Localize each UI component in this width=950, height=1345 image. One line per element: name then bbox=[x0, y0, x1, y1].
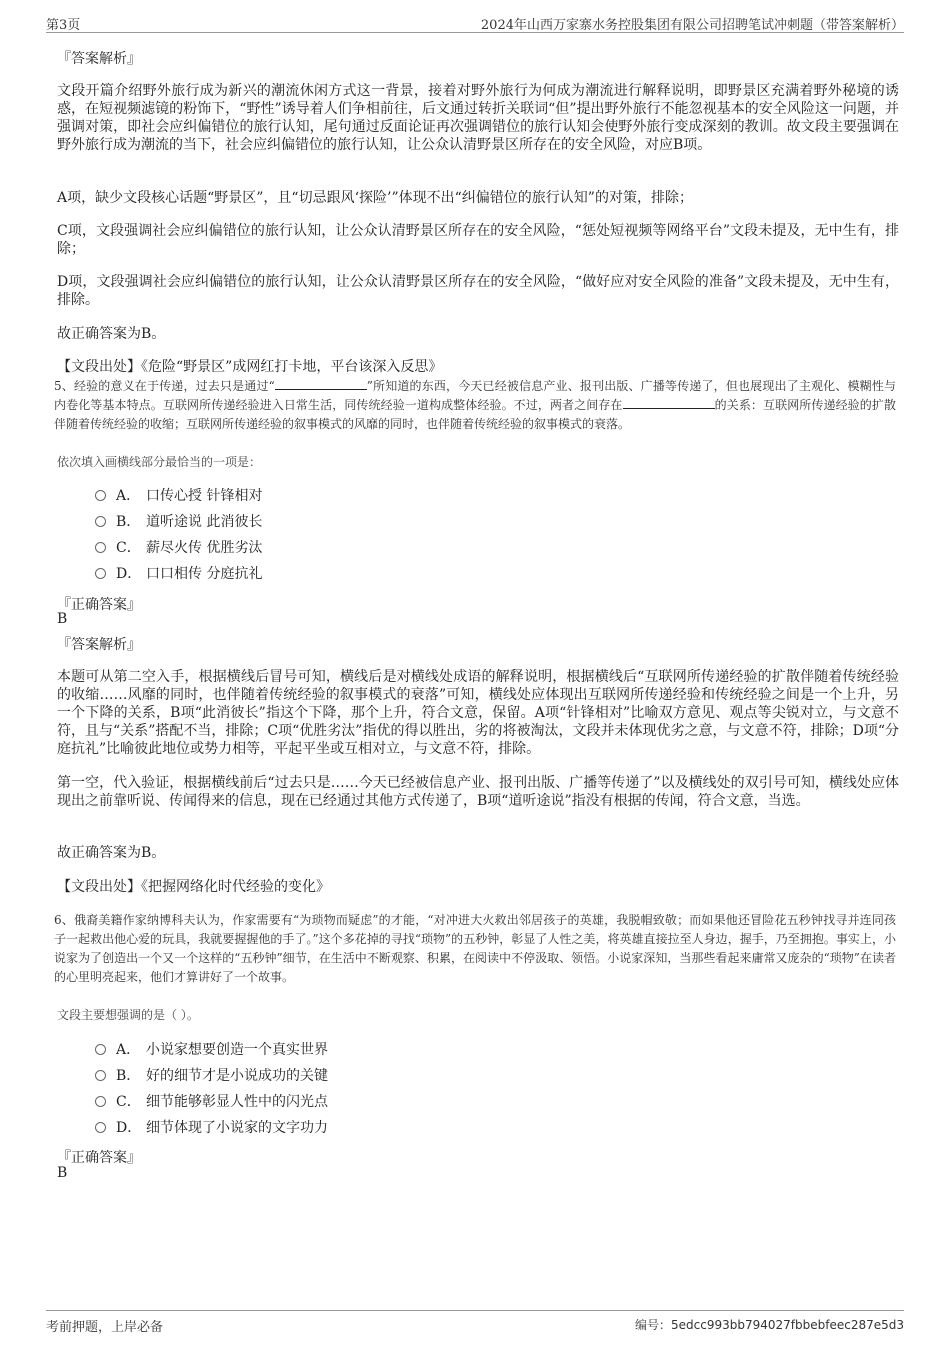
q6-prompt: 文段主要想强调的是（ ）。 bbox=[57, 1008, 199, 1022]
radio-icon[interactable] bbox=[95, 490, 106, 501]
q6-option-b[interactable]: B． 好的细节才是小说成功的关键 bbox=[95, 1066, 328, 1086]
q5-option-c[interactable]: C． 薪尽火传 优胜劣汰 bbox=[95, 538, 262, 558]
q4-analysis-paragraph: 文段开篇介绍野外旅行成为新兴的潮流休闲方式这一背景，接着对野外旅行为何成为潮流进行解释说明，即野景区充满着野外秘境的诱惑，在短视频滤镜的粉饰下，“野性”诱导着人们争相前往，后文通过转折关联词“但”提出野外旅行不能忽视基本的安全风险这一问题，并强调对策，即社会应纠偏错位的旅行认知，尾句通过反面论证再次强调错位的旅行认知会使野外旅行变成深刻的教训。故文段主要强调在野外旅行成为潮流的当下，社会应纠偏错位的旅行认知，让公众认清野景区所存在的安全风险，对应B项。 bbox=[57, 83, 899, 153]
radio-icon[interactable] bbox=[95, 1122, 106, 1133]
document-title: 2024年山西万家寨水务控股集团有限公司招聘笔试冲刺题（带答案解析） bbox=[480, 18, 904, 33]
radio-icon[interactable] bbox=[95, 1044, 106, 1055]
q6-answer-tag: 『正确答案』 bbox=[57, 1150, 141, 1166]
q4-analysis-option-c: C项，文段强调社会应纠偏错位的旅行认知，让公众认清野景区所存在的安全风险，“惩处短视频等网络平台”文段未提及，无中生有，排除； bbox=[57, 223, 899, 257]
page-footer bbox=[46, 1310, 904, 1335]
q5-prompt: 依次填入画横线部分最恰当的一项是： bbox=[57, 455, 262, 469]
q6-answer: B bbox=[57, 1165, 68, 1181]
q5-conclusion: 故正确答案为B。 bbox=[57, 845, 166, 861]
q6-question-text: 6、俄裔美籍作家纳博科夫认为，作家需要有“为琐物而疑虑”的才能，“对冲进大火救出邻居孩子的英雄，我脱帽致敬；而如果他还冒险花五秒钟找寻并连同孩子一起救出他心爱的玩具，我就要握握他的手了。”这个多花掉的寻找“琐物”的五秒钟，彰显了人性之美，将英雄直接拉至人身边，握手，乃至拥抱。事实上，小说家为了创造出一个又一个这样的“五秒钟”细节，在生活中不断观察、积累，在阅读中不停汲取、领悟。小说家深知，当那些看起来庸常又庞杂的“琐物”在读者的心里明亮起来，他们才算讲好了一个故事。 bbox=[54, 913, 896, 984]
q4-analysis-option-a: A项，缺少文段核心话题“野景区”，且“切忌跟风‘探险’”体现不出“纠偏错位的旅行认知”的对策，排除； bbox=[57, 190, 693, 206]
document-code: 编号：5edcc993bb794027fbbebfeec287e5d3 bbox=[634, 1318, 904, 1332]
page-number: 第3页 bbox=[46, 18, 81, 33]
q5-option-a[interactable]: A． 口传心授 针锋相对 bbox=[95, 486, 262, 506]
page-header bbox=[46, 10, 904, 33]
q5-option-b[interactable]: B． 道听途说 此消彼长 bbox=[95, 512, 262, 532]
q5-analysis-paragraph-1: 本题可从第二空入手，根据横线后冒号可知，横线后是对横线处成语的解释说明，根据横线后“互联网所传递经验的扩散伴随着传统经验的收缩……风靡的同时，也伴随着传统经验的叙事模式的衰落”可知，横线处应体现出互联网所传递经验和传统经验之间是一个上升，另一个下降的关系，B项“此消彼长”指这个下降，那个上升，符合文意，保留。A项“针锋相对”比喻双方意见、观点等尖锐对立，与文意不符，且与“关系”搭配不当，排除；C项“优胜劣汰”指优的得以胜出，劣的将被淘汰，文段并未体现优劣之意，与文意不符，排除；D项“分庭抗礼”比喻彼此地位或势力相等，平起平坐或互相对立，与文意不符，排除。 bbox=[57, 669, 899, 757]
q5-analysis-tag: 『答案解析』 bbox=[57, 637, 141, 653]
q6-option-d[interactable]: D． 细节体现了小说家的文字功力 bbox=[95, 1118, 328, 1138]
radio-icon[interactable] bbox=[95, 1070, 106, 1081]
radio-icon[interactable] bbox=[95, 542, 106, 553]
radio-icon[interactable] bbox=[95, 1096, 106, 1107]
q6-option-c[interactable]: C． 细节能够彰显人性中的闪光点 bbox=[95, 1092, 328, 1112]
q4-conclusion: 故正确答案为B。 bbox=[57, 326, 166, 342]
q5-answer: B bbox=[57, 611, 68, 627]
radio-icon[interactable] bbox=[95, 568, 106, 579]
q5-answer-tag: 『正确答案』 bbox=[57, 597, 141, 613]
q6-option-a[interactable]: A． 小说家想要创造一个真实世界 bbox=[95, 1040, 328, 1060]
footer-slogan: 考前押题，上岸必备 bbox=[46, 1320, 164, 1335]
q5-source: 【文段出处】《把握网络化时代经验的变化》 bbox=[57, 879, 330, 895]
fill-blank-2 bbox=[623, 397, 715, 409]
q4-analysis-tag: 『答案解析』 bbox=[57, 51, 141, 67]
q5-option-d[interactable]: D． 口口相传 分庭抗礼 bbox=[95, 564, 262, 584]
q4-source: 【文段出处】《危险“野景区”成网红打卡地，平台该深入反思》 bbox=[57, 359, 443, 375]
q4-analysis-option-d: D项，文段强调社会应纠偏错位的旅行认知，让公众认清野景区所存在的安全风险，“做好应对安全风险的准备”文段未提及，无中生有，排除。 bbox=[57, 274, 899, 308]
q5-question-text: 5、经验的意义在于传递，过去只是通过“ ”所知道的东西，今天已经被信息产业、报刊出版、广播等传递了，但也展现出了主观化、模糊性与内卷化等基本特点。互联网所传递经验进入日常生活，同传统经验一道构成整体经验。不过，两者之间存在 的关系：互联网所传递经验的扩散伴随着传统经验的收缩；互联网所传递经验的叙事模式的风靡的同时，也伴随着传统经验的叙事模式的衰落。 bbox=[54, 379, 896, 431]
q5-analysis-paragraph-2: 第一空，代入验证，根据横线前后“过去只是……今天已经被信息产业、报刊出版、广播等传递了”以及横线处的双引号可知，横线处应体现出之前靠听说、传闻得来的信息，现在已经通过其他方式传递了，B项“道听途说”指没有根据的传闻，符合文意，当选。 bbox=[57, 775, 899, 809]
fill-blank-1 bbox=[275, 378, 367, 390]
radio-icon[interactable] bbox=[95, 516, 106, 527]
